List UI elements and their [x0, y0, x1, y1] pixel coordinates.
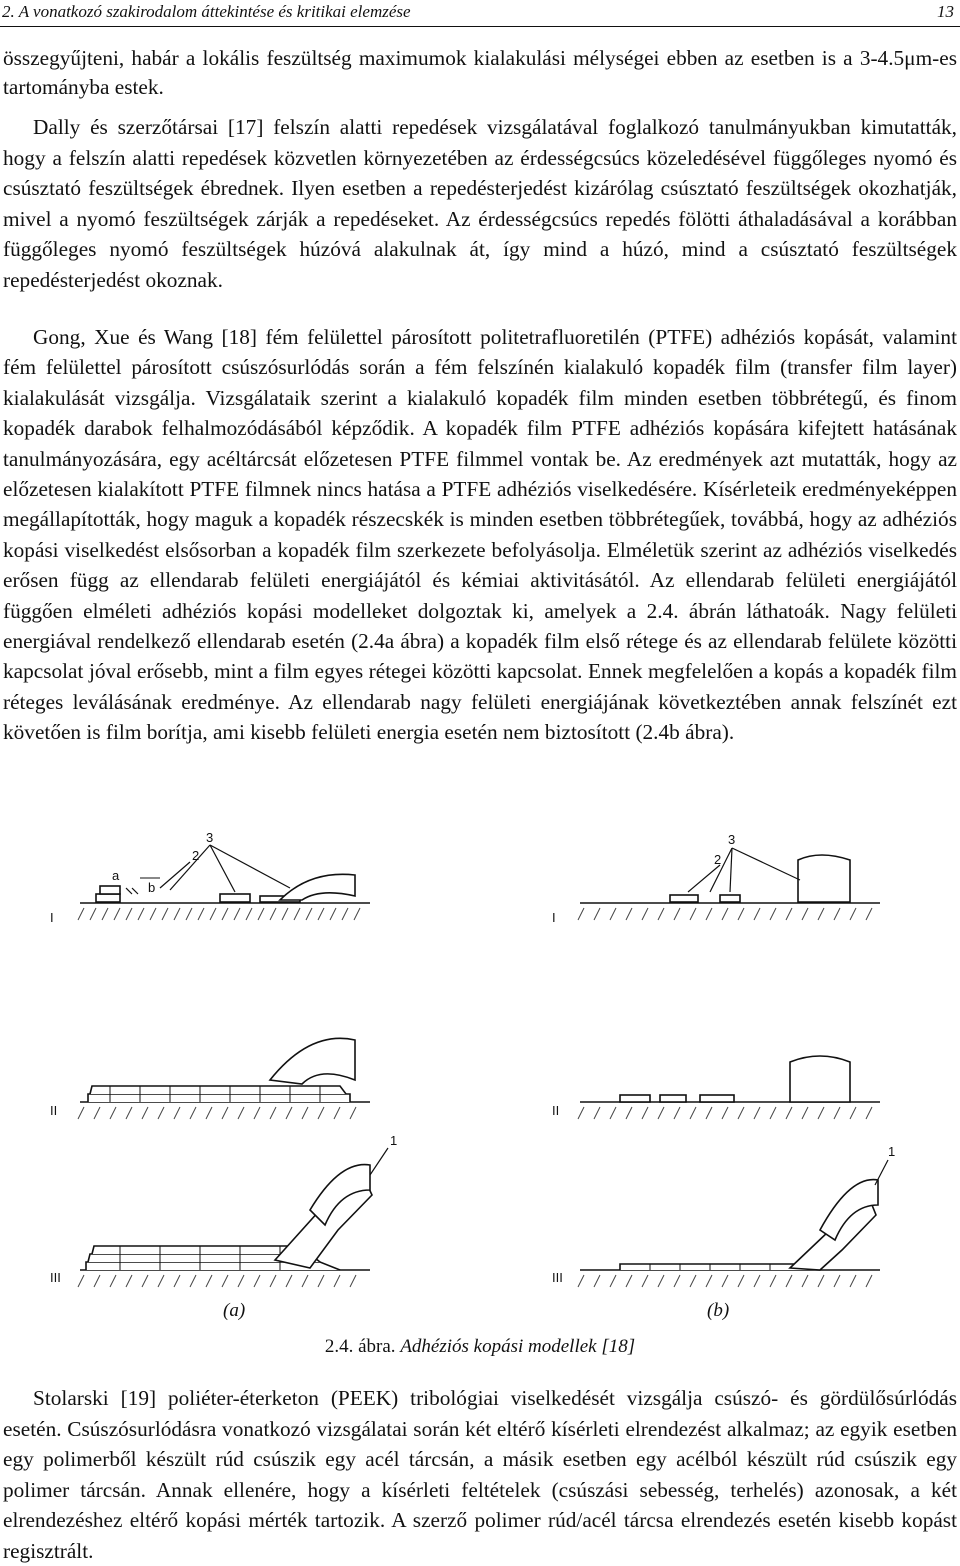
panel-a-stage-label-2: II	[50, 1103, 58, 1118]
figure-label-a: (a)	[223, 1300, 246, 1321]
panel-a-callout-2: 2	[192, 848, 200, 863]
figure-label-b: (b)	[707, 1300, 730, 1321]
paragraph-3: Gong, Xue és Wang [18] fém felülettel párosított politetrafluoretilén (PTFE) adhéziós kopását, valamint fém felülettel párosított csúszósurlódás során a fém felszínén kialakuló kopadék film (transfer film layer) kialakulását vizsgálja. Vizsgálataik szerint a kialakuló kopadék film minden esetben többrétegű, és finom kopadék darabok felhalmozódásából képződik. A kopadék film PTFE adhéziós kopására kifejtett hatásának tanulmányozására, egy acéltárcsát előzetesen PTFE filmmel vontak be. Az eredmények azt mutatták, hogy az előzetesen kialakított PTFE filmnek nincs hatása a PTFE adhéziós viselkedésére. Kísérleteik eredményeképpen megállapították, hogy maguk a kopadék részecskék is minden esetben többrétegűek, továbbá, hogy az adhéziós kopási viselkedést elsősorban a kopadék film szerkezete befolyásolja. Elméletük szerint az adhéziós viselkedés erősen függ az ellendarab felületi energiájától és kémiai aktivitásától. Az ellendarab felületi energiájától függően elméleti adhéziós kopási modelleket dolgoztak ki, amelyek a 2.4. ábrán láthatoák. Nagy felületi energiával rendelkező ellendarab esetén (2.4a ábra) a kopadék film első rétege és az ellendarab felülete közötti kapcsolat jóval erősebb, mint a film egyes rétegei közötti kapcsolat. Ennek megfelelően a kopás a kopadék film réteges leválásának eredménye. Az ellendarab nagy felületi energiájának következtében annak felszínét ezt követően is film borítja, ami kisebb felületi energia esetén nem biztosított (2.4b ábra).	[3, 325, 957, 745]
paragraph-1: összegyűjteni, habár a lokális feszültség maximumok kialakulási mélységei ebben az esetben is a 3-4.5μm-es tartományba estek.	[3, 46, 957, 99]
figure-caption-text: Adhéziós kopási modellek [18]	[400, 1336, 636, 1357]
panel-b-callout-3: 3	[728, 832, 736, 847]
panel-b-callout-2: 2	[714, 852, 722, 867]
panel-b-stage-1	[578, 848, 880, 920]
panel-b-stage-2	[578, 1056, 880, 1119]
panel-a-stage-1	[78, 845, 370, 920]
panel-b-callout-1: 1	[888, 1144, 896, 1159]
panel-b	[578, 848, 888, 1287]
panel-a-stage-3	[78, 1148, 388, 1287]
panel-b-stage-label-1: I	[552, 910, 556, 925]
panel-b-stage-3	[578, 1160, 888, 1287]
figure-caption-number: 2.4. ábra.	[324, 1336, 396, 1357]
panel-b-stage-label-2: II	[552, 1103, 560, 1118]
page-header	[0, 0, 960, 30]
adhesive-wear-model-figure	[20, 830, 940, 1310]
paragraph-4: Stolarski [19] poliéter-éterketon (PEEK) tribológiai viselkedését vizsgálja csúszó- és gördülősúrlódás esetén. Csúszósurlódásra vonatkozó vizsgálatai során két eltérő kísérleti elrendezést alkalmaz; az egyik esetben egy polimerből készült rúd csúszik egy acél tárcsán, a másik esetben egy acélból készült rúd csúszik egy polimer tárcsán. Annak ellenére, hogy a kísérleti feltételek (csúszási sebesség, terhelés) azonosak, a két elrendezéshez eltérő kopási mérték tartozik. A szerző polimer rúd/acél tárcsa elrendezés esetén kisebb kopást regisztrált.	[3, 1386, 957, 1563]
panel-a-stage-2	[78, 1038, 370, 1119]
panel-a-stage-label-3: III	[50, 1270, 61, 1285]
panel-a-callout-3: 3	[206, 830, 214, 845]
figure-caption	[0, 1336, 960, 1358]
panel-a-callout-b: b	[148, 880, 156, 895]
panel-a	[78, 845, 388, 1287]
panel-b-stage-label-3: III	[552, 1270, 563, 1285]
header-rule	[0, 26, 960, 27]
panel-a-stage-label-1: I	[50, 910, 54, 925]
panel-a-callout-1: 1	[390, 1133, 398, 1148]
paragraph-2: Dally és szerzőtársai [17] felszín alatti repedések vizsgálatával foglalkozó tanulmányukban kimutatták, hogy a felszín alatti repedések közvetlen környezetében az érdességcsúcs közeledésével függőleges nyomó és csúsztató feszültségek ébrednek. Ilyen esetben a repedésterjedést kizárólag csúsztató feszültségek okozhatják, mivel a nyomó feszültségek zárják a repedéseket. Az érdességcsúcs repedés fölötti áthaladásával a korábban függőleges nyomó feszültségek húzóvá alakulnak át, így mind a húzó, mind a csúsztató feszültségek repedésterjedést okoznak.	[3, 115, 957, 292]
page-number: 13	[937, 2, 954, 21]
panel-a-callout-a: a	[112, 868, 120, 883]
chapter-title: 2. A vonatkozó szakirodalom áttekintése és kritikai elemzése	[2, 2, 411, 21]
